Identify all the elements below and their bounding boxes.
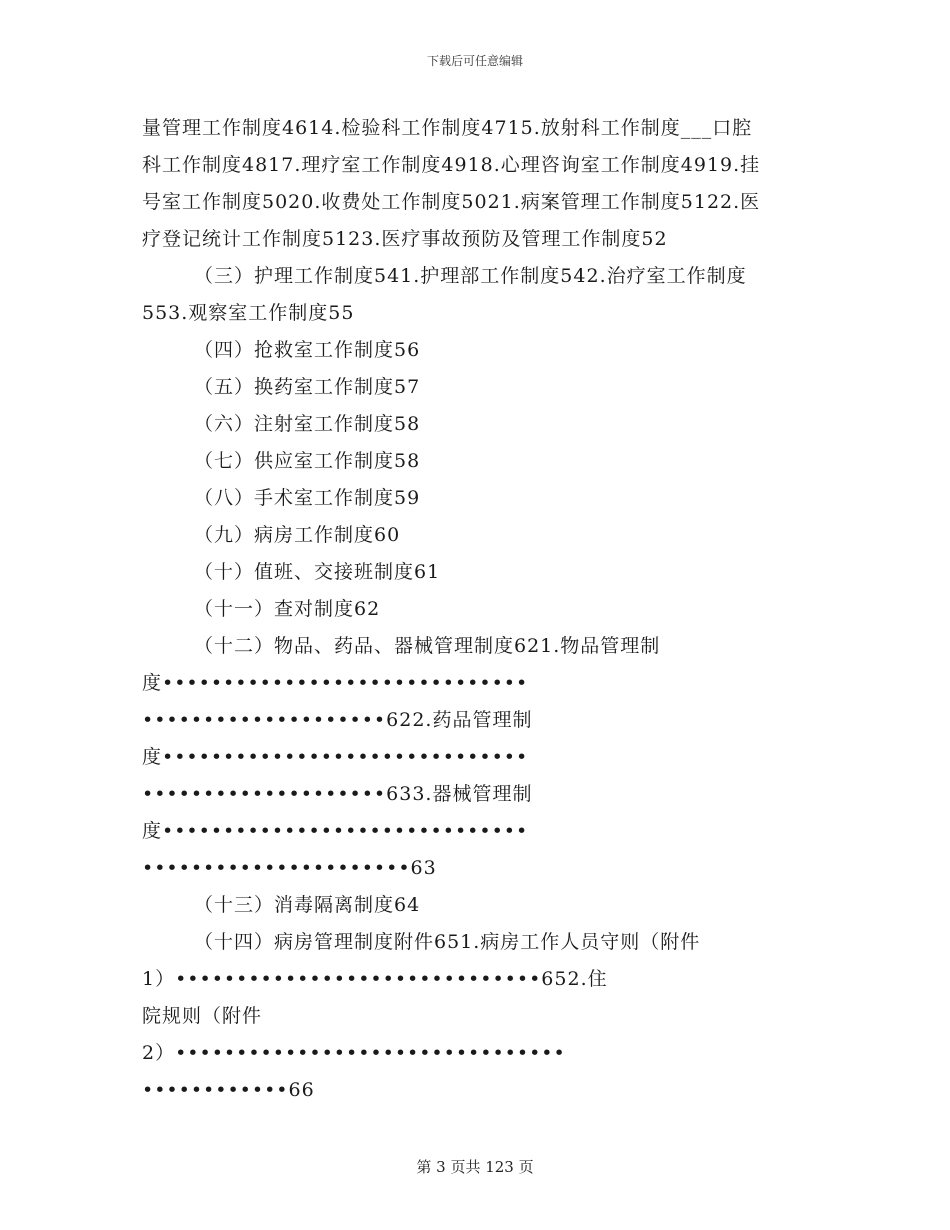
text-line: 度•••••••••••••••••••••••••••••• (142, 746, 529, 768)
text-line: 科工作制度4817.理疗室工作制度4918.心理咨询室工作制度4919.挂 (142, 154, 761, 176)
page-footer: 第 3 页共 123 页 (416, 1158, 534, 1176)
text-line: ••••••••••••••••••••••63 (142, 857, 437, 879)
text-line: 疗登记统计工作制度5123.医疗事故预防及管理工作制度52 (142, 228, 668, 250)
text-line: （十三）消毒隔离制度64 (194, 894, 421, 916)
text-line: 院规则（附件 (142, 1005, 263, 1027)
text-line: （十四）病房管理制度附件651.病房工作人员守则（附件 (194, 931, 701, 953)
text-line: 度•••••••••••••••••••••••••••••• (142, 672, 529, 694)
text-line: （五）换药室工作制度57 (194, 376, 421, 398)
text-line: （十）值班、交接班制度61 (194, 561, 441, 583)
text-line: （十一）查对制度62 (194, 598, 381, 620)
document-body (142, 110, 822, 1109)
text-line: （七）供应室工作制度58 (194, 450, 421, 472)
text-line: 度•••••••••••••••••••••••••••••• (142, 820, 529, 842)
text-line: （六）注射室工作制度58 (194, 413, 421, 435)
page-header: 下载后可任意编辑 (426, 54, 523, 68)
text-line: （九）病房工作制度60 (194, 524, 401, 546)
text-line: 553.观察室工作制度55 (142, 302, 355, 324)
text-line: 号室工作制度5020.收费处工作制度5021.病案管理工作制度5122.医 (142, 191, 761, 213)
text-line: ••••••••••••••••••••633.器械管理制 (142, 783, 533, 805)
text-line: 2）•••••••••••••••••••••••••••••••• (142, 1042, 566, 1064)
text-line: 量管理工作制度4614.检验科工作制度4715.放射科工作制度___口腔 (142, 117, 753, 139)
text-line: （八）手术室工作制度59 (194, 487, 421, 509)
text-line: （十二）物品、药品、器械管理制度621.物品管理制 (194, 635, 661, 657)
text-line: （四）抢救室工作制度56 (194, 339, 421, 361)
text-line: （三）护理工作制度541.护理部工作制度542.治疗室工作制度 (194, 265, 747, 287)
text-line: ••••••••••••66 (142, 1079, 315, 1101)
text-line: 1）••••••••••••••••••••••••••••••652.住 (142, 968, 608, 990)
text-line: ••••••••••••••••••••622.药品管理制 (142, 709, 533, 731)
